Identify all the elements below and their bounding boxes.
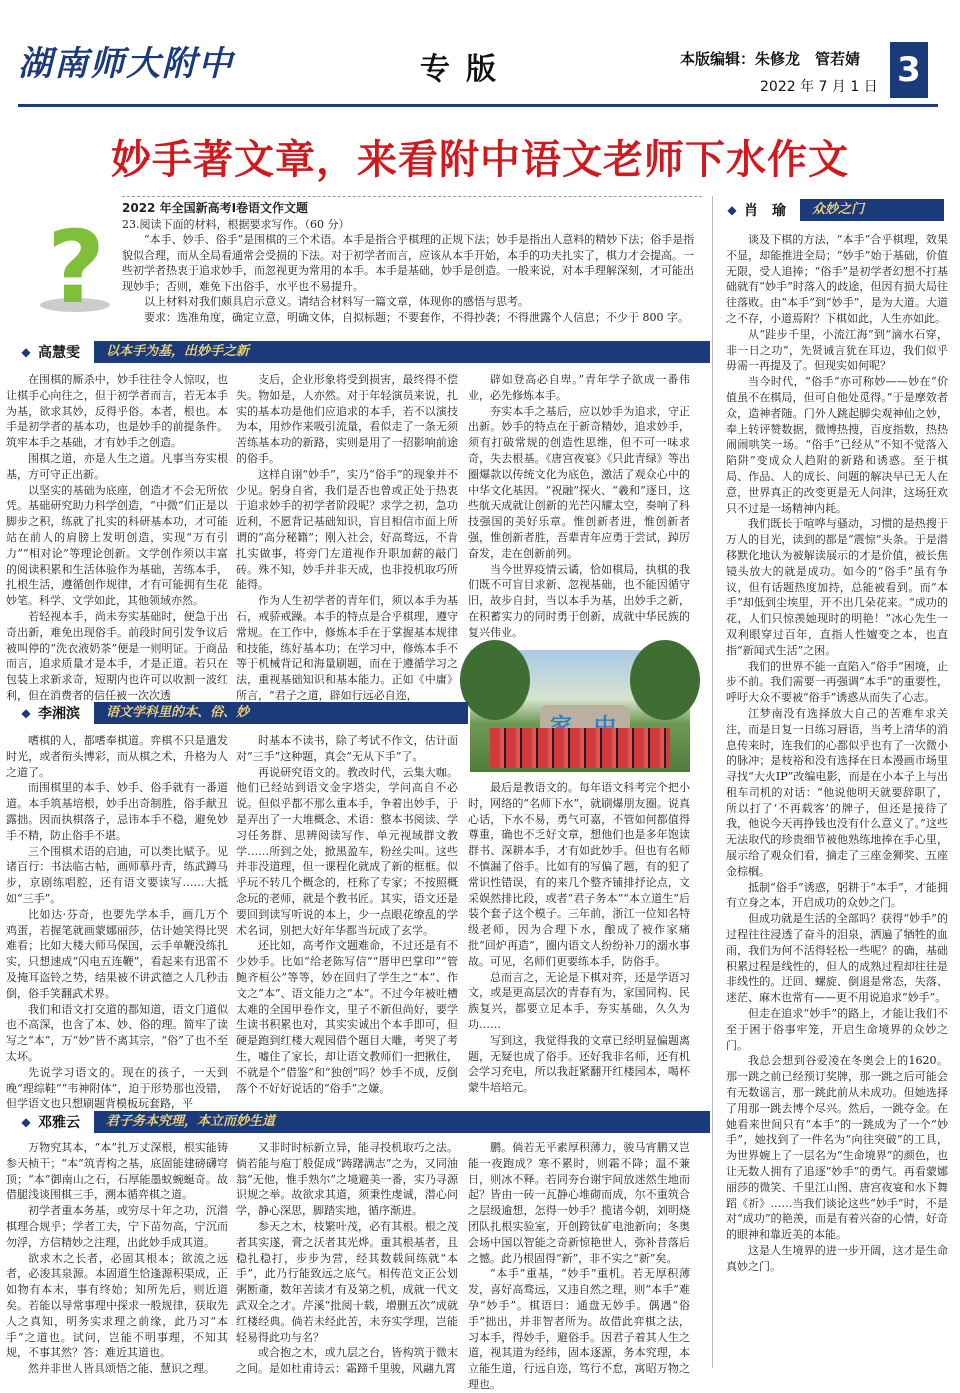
- paragraph: 最后是教语文的。每年语文科考完个把小时，网络的“名师下水”，就刷爆朋友圈。说真心话，下水不易，勇气可嘉，不管如何都值得尊重，确也不乏好文章，想他们也是多年饱读群书、深耕本手，才有如此妙手。但也有名师不慎漏了俗手。比如有的写偏了题，有的犯了常识性错误，有的来几个整齐铺排抒论点，文采娱然排比段，或者“君子务本”“本立道生”后装个套子这个模子。三年前，浙江一位知名特级老师，因为合理下水，酿成了被作家痛批“回炉再造”，圈内语文人纷纷补刀的溺水事故。可见，名师们更要练本手，防俗手。: [468, 781, 690, 968]
- paragraph: 这样自诩“妙手”，实乃“俗手”的现象并不少见。躬身自省，我们是否也曾或正处于热衷于追求妙手的初学者阶段呢？求学之初，急功近利，不愿背记基础知识，盲目相信市面上所谓的“高分秘籍”；刚入社会，好高骛远，不肯扎实做事，将旁门左道视作升职加薪的敲门砖。殊不知，妙手并非天成，也非投机取巧所能得。: [236, 467, 458, 592]
- paragraph: 初学者重本务基，或穷尽十年之功，沉潜棋理合规乎；学者工夫，宁下苗勿高，宁沉而勿浮，方信精妙之注理，出此妙手成其道。: [6, 1204, 228, 1249]
- section-header-gao-huiwen: [18, 340, 710, 364]
- question-material: “本手、妙手、俗手”是围棋的三个术语。本手是指合乎棋理的正规下法；妙手是指出人意料的精妙下法；俗手是指貌似合理，而从全局看通常会受损的下法。对于初学者而言，应该从本手开始，本手的功夫扎实了，棋力才会提高。一些初学者热衷于追求妙手，而忽视更为常用的本手。本手是基础，妙手是创造。一般来说，对本手理解深刻，才可能出现妙手；否则，难免下出俗手，水平也不易提升。: [122, 233, 695, 293]
- editor-credit: 本版编辑：朱修龙 管若婧: [680, 50, 861, 68]
- paragraph: 围棋之道，亦是人生之道。凡事当夯实根基，方可守正出新。: [6, 451, 228, 481]
- paragraph: 总而言之，无论是下棋对弈，还是学语习文，或是更高层次的青春有为，家国同构、民族复兴，都要立足本手，夯实基础，久久为功……: [468, 970, 690, 1031]
- article-title: 语文学科里的本、俗、妙: [94, 702, 468, 724]
- section-title: 专版: [420, 52, 512, 87]
- question-text: [122, 196, 702, 325]
- paragraph: 当今时代，“俗手”亦可称妙——妙在“价值虽不在棋局，但可自他处觅得。”于是摩效者众，造神者随。门外人跳起脚尖观神仙之妙，奉上转评赞数据，微博热搜，百度指数，热热闹闹哄笑一场。“俗手”已经从“不知不觉落入陷阱”变成众人趋附的新路和诱惑。至于棋局、作品、人的成长、问题的解决早已无人在意，世界真正的改变更是无人问津，这场狂欢只不过是一场精神内耗。: [726, 375, 948, 515]
- article-1-column-1: [6, 372, 228, 702]
- paragraph: 作为人生初学者的青年们，须以本手为基石，戒骄戒躁。本手的特点是合乎棋理，遵守常规。在工作中，修炼本手在于掌握基本规律和技能，练好基本功；在学习中，修炼本手不等于机械背记和海量刷题，而在于遵循学习之法，重视基础知识和基本能力。正如《中庸》所言，“君子之道，辟如行远必自迩，: [236, 594, 458, 702]
- paragraph: 比如达·芬奇，也要先学本手，画几万个鸡蛋，若握笔就画蒙娜丽莎，估计她笑得比哭难看；比如大楼大师马保国，云手单鞭没练扎实，只想速成“闪电五连鞭”，看起来有迅雷不及掩耳盗铃之势，结果被不讲武德之人几秒击倒，俗手笑翻武术界。: [6, 907, 228, 1000]
- paragraph: 这是人生境界的进一步开阔，这才是生命真妙之门。: [726, 1244, 948, 1273]
- paragraph: 谈及下棋的方法，“本手”合乎棋理，效果不显，却能推进全局；“妙手”始于基础，价值无限，受人追捧；“俗手”是初学者幻想不打基础就有“妙手”时落入的歧途，但因有损大局往往落败。由“本手”到“妙手”，是为大道。大道之不存，小道焉附？下棋如此，人生亦如此。: [726, 233, 948, 325]
- paragraph: 嗜棋的人，都嗜奉棋道。弈棋不只是遣发时光，或者衔头博彩，而从棋之术，升格为人之道了。: [6, 734, 228, 779]
- paragraph: 支后，企业形象将受到损害，最终得不偿失。物如是，人亦然。对于年轻演员来说，扎实的基本功是他们应追求的本手，若不以演技为本，用炒作来吸引流量，看似走了一条无须苦练基本功的新路，实则是用了一招影响前途的俗手。: [236, 373, 458, 465]
- paragraph: 若轻视本手，尚未夯实基础时，便急于出奇出新，难免出现俗手。前段时间引发争议后被叫停的“洗衣液奶茶”便是一则明证。于商品而言，追求质量才是本手，才是正道。若只在包装上求新求奇，短期内也许可以收割一波红利，但在消费者的信任被一次次透: [6, 609, 228, 702]
- article-4-column: [726, 232, 948, 1368]
- question-title: 2022 年全国新高考Ⅰ卷语文作文题: [122, 201, 309, 215]
- article-3-column-1: [6, 1140, 228, 1376]
- paragraph: 三个围棋术语的启迪，可以类比赋予。见诸百行：书法临古帖，画师摹丹青，练武蹲马步，京剧练唱腔，还有语文要读写……大抵如“三手”。: [6, 844, 228, 905]
- paragraph: 在围棋的厮杀中，妙手往往令人惊叹，也让棋手心向往之，但于初学者而言，若无本手为基，欲求其妙，反得乎俗。本者，根也。本手是初学者的基本功，也是妙手的前提条件。筑牢本手之基础，才有妙手之创造。: [6, 373, 228, 450]
- section-header-deng-yayun: [18, 1110, 710, 1134]
- paragraph: 我们的世界不能一直陷入“俗手”困境，止步不前。我们需要一再强调“本手”的重要性，呼吁大众不要被“俗手”诱惑从而失了心志。: [726, 659, 948, 705]
- question-instruction: 以上材料对我们颇具启示意义。请结合材料写一篇文章，体现你的感悟与思考。: [144, 295, 529, 308]
- paragraph: 还比如，高考作文题难命，不过还是有不少妙手。比如“给老陈写信”“厝甲巴掌印”“管鲍齐桓公”等等，妙在回归了学生之“本”、作文之“本”、语文能力之“本”。不过今年被吐槽太难的全国甲卷作文，里子不新但尚好，要学生读书积累也对，其实实诚出个本手即可，但硬是跑到红楼大观园借个题目大雕，考哭了考生，嘘住了家长，却让语文教师们一把揪住，不就是个“借鉴”和“独创”吗？妙手不成，反倒落个不好好说话的“俗手”之嫌。: [236, 939, 458, 1095]
- author-name: 李湘滨: [38, 706, 80, 722]
- paragraph: 欲求木之长者，必固其根本；欲流之远者，必浚其泉源。本固道生恰逢源积渠成，正如物有本末，事有终始；知所先后，则近道矣。若能以导常事理中探求一般规律，获取先人之真知，明务实求理之前缘，此乃习“本手”之道也。试问，岂能不明事理，不知其规，不事其然？答：难近其道也。: [6, 1251, 228, 1360]
- author-name: 邓雅云: [38, 1115, 80, 1131]
- column-divider: [712, 196, 713, 1368]
- paragraph: 时基本不读书，除了考试不作文，估计面对“三手”这种题，真会“无从下手”了。: [236, 734, 458, 763]
- paragraph: 然并非世人皆具颂悟之能、慧识之理。: [28, 1362, 215, 1376]
- masthead: [0, 0, 960, 104]
- paragraph: 先说学习语文的。现在的孩子，一天到晚“理综鞋”“韦神附体”，迫于形势那也没错，但学语文也只想刷题背模板玩套路，平: [6, 1065, 228, 1111]
- group-photo: [470, 650, 690, 772]
- paragraph: 以坚实的基础为底座，创造才不会无所依凭。基础研究助力科学创造，“中微”们正是以脚步之积，练就了扎实的科研基本功，才可能站在前人的肩膀上发明创造，实现“万有引力”“相对论”等理论创新。文学创作须以丰富的阅读积累和生活体验作为基础，苦练本手，扎根生活，遵循创作规律，才有可能拥有生花妙笔。科学、文学如此，其他领域亦然。: [6, 483, 228, 608]
- paragraph: 但走在追求“妙手”的路上，才能让我们不至于困于俗事牢笼，开启生命境界的众妙之门。: [726, 1007, 948, 1052]
- diamond-icon: ◆: [21, 345, 31, 359]
- issue-date: 2022 年 7 月 1 日: [760, 79, 878, 95]
- tree-shape: [460, 640, 530, 720]
- diamond-icon: ◆: [21, 706, 31, 720]
- article-1-column-2: [236, 372, 458, 702]
- paragraph: 鹏。倘若无平素厚积薄力，骏马宵鹏又岂能一夜跑成？寒不累时，则霜不降；温不兼日，则冰不释。若同夯台谢宇间放迷然生地而起？皆由一砖一瓦静心堆砌而成，尔不重筑合之层级逾想，怎得一妙手？揽诸今朝，刘明烧团队扎根实验室，开创跨钛矿电池新向；冬奥会场中国以智能之奇新惊艳世人，弥补昔落后之憾。此乃根固得“新”，非不实之“新”矣。: [468, 1141, 690, 1265]
- paragraph: 又非时时标新立异，能寻投机取巧之法。倘若能与庖丁般促成“踌躇满志”之为，又同油翁“无他，惟手熟尔”之境避美一番，实乃寻源识规之举。故欲求其道，须秉性虔诚，潜心问学，静心深思，脚踏实地，循序渐进。: [236, 1141, 458, 1218]
- article-title: 以本手为基，出妙手之新: [94, 341, 710, 363]
- exam-question-box: [30, 190, 710, 330]
- paragraph: 我总会想到谷爱凌在冬奥会上的1620。那一跳之前已经预订奖牌，那一跳之后可能会有无数谣言，那一跳此前从未成功。但她选择了用那一跳去博个尽兴。然后，一跳夺金。在她看来世间只有“本手”的一跳成为了一个“妙手”，她找到了一件名为“向往突破”的工具，为世界婉上了一层名为“生命境界”的颜色，也让无数人拥有了追逐“妙手”的勇气。再看蒙娜丽莎的微笑、千里江山图、唐宫夜宴和水下舞蹈《祈》……当我们谈论这些“妙手”时，不是对“成功”的艳羡，而是有着兴奋的心情，好奇的眼神和靠近美的本能。: [726, 1054, 948, 1242]
- paragraph: “本手”重基，“妙手”重机。若无厚积薄发，喜好高骛远，又违自然之理，则“本手”难孕“妙手”。棋语曰：通盘无妙手。偶遇“俗手”拙出，并非智者所为。故借此弈棋之法，习本手，得妙手，避俗手。因君子着其人生之道，视其道为经纬，固本逐源，务本究理，本立能生道，行远自迩，笃行不怠，寓昭万物之理也。: [468, 1267, 690, 1391]
- article-title: 众妙之门: [800, 199, 944, 221]
- newspaper-logo: 湖南师大附中: [18, 44, 234, 84]
- paragraph: 从“跬步千里，小流江海”到“滴水石穿，非一日之功”，先贤诫言犹在耳边，我们似乎毋需一再提及了。但现实如何呢？: [726, 327, 948, 373]
- paragraph: 江梦南没有选择放大自己的苦难牟求关注，而是日复一日练习唇语，当考上清华的消息传来时，连我们的心都似乎也有了一次微小的脉冲；是枝裕和没有选择在日本漫画市场里寻找“大火IP”改编电影，而是在小本子上与出租车司机的对话：“他说他明天就要辞职了，所以打了‘不再载客’的牌子，但还是接待了我，他说今天再挣钱也没有什么意义了。”这些无法取代的珍贵细节被他熟练地捧在手心里，展示给了观众们看，摘走了三座金狮奖、五座金棕榈。: [726, 706, 948, 878]
- article-1-column-3: [468, 372, 690, 642]
- paragraph: 参天之木，枝繁叶茂，必有其根。根之茂者其实遂，膏之沃者其光烨。重其根基者，且稳扎稳打，步步为营，经其数载间练就“本手”，此乃行能致远之底气。相传范文正公划粥断齑，数年苦读才有及第之机，成就一代文武双全之才。芹溪“批阅十载，增删五次”成就红楼经典。倘若未经此苦，未夯实学理，岂能轻易得此功与名？: [236, 1219, 458, 1344]
- article-2-column-3: [468, 780, 690, 1103]
- tree-shape: [630, 640, 700, 720]
- section-header-li-xiangbin: [18, 701, 468, 725]
- paragraph: 万物究其本，“本”扎万丈深根，根实能铸参天桢干；“本”筑青构之基，底固能建磅礴穹顶；“本”御南山之石，石厚能墨蚁蜿蜒奇。故借腿浅谈围棋三手，溯本循弈棋之道。: [6, 1141, 228, 1202]
- author-name: 高慧雯: [38, 345, 80, 361]
- masthead-rule: [18, 104, 938, 107]
- paragraph: 我们和语文打交道的都知道，语文门道似也不高深，也含了本、妙、俗的理。简牢了读写之“本”，万“妙”皆不离其宗，“俗”了也不至太坏。: [6, 1002, 228, 1063]
- page-number: 3: [890, 42, 928, 98]
- teachers-group: [490, 728, 670, 768]
- paragraph: 写到这，我觉得我的文章已经明显偏题离题，无疑也成了俗手。还好我非名师，还有机会学习充电，所以我赶紧翻开红楼园本，喝杯蒙牛培培元。: [468, 1033, 690, 1095]
- paragraph: 而围棋里的本手、妙手、俗手就有一番道道。本手筑基培根，妙手出奇制胜，俗手献丑露拙。因而执棋落子，忌讳本手不稳，避免妙手不精，防止俗手不堪。: [6, 781, 228, 842]
- paragraph: 夯实本手之基后，应以妙手为追求，守正出新。妙手的特点在于新奇精妙，追求妙手，须有打破常规的创造性思维，但不可一味求奇，失去根基。《唐宫夜宴》《只此青绿》等出圈爆款以传统文化为底色，激活了观众心中的中华文化基因。“祝融”探火、“羲和”逐日，这些航天成就让创新的光芒闪耀太空，奏响了科技强国的美好乐章。惟创新者进，惟创新者强，惟创新者胜，吾辈青年应勇于尝试，踔厉奋发，走在创新前列。: [468, 404, 690, 560]
- article-2-column-1: [6, 733, 228, 1111]
- paragraph: 再说研究语文的。教改时代，云集大咖。他们已经站到语文金字塔尖，学问高自不必说。但似乎都不那么重本手，争着出妙手，于是弄出了一大堆概念、术语：整本书阅读、学习任务群、思辨阅读写作、单元视域群文教学……所到之处，掀黑盈车，粉丝尖叫。这些并非没道理，但一课程化就成了新的框框。似乎玩不转几个概念的，枉称了专家；不按照概念玩的老师，就是个教书匠。其实，语文还是要回到读写听说的本上，少一点眼花缭乱的学术名词，别把大好年华都当玩成了玄学。: [236, 765, 458, 937]
- article-3-column-3: [468, 1140, 690, 1391]
- paragraph: 抵制“俗手”诱惑，躬耕于“本手”，才能拥有立身之本，开启成功的众妙之门。: [726, 880, 948, 910]
- diamond-icon: ◆: [727, 203, 737, 217]
- question-requirements: 要求：选准角度，确定立意，明确文体，自拟标题；不要套作，不得抄袭；不得泄露个人信息；不少于 800 字。: [144, 310, 689, 324]
- author-name: 肖 瑜: [744, 203, 786, 219]
- paragraph: 或合抱之木，或九层之台，皆构筑于微末之间。是如杜甫诗云：霜蹄千里骏，风翮九霄: [236, 1346, 458, 1376]
- paragraph: 我们既长于喧哗与骚动，习惯的是热搜于万人的目光，读到的都是“震惊”头条。于是潜移默化地认为被解读展示的才是价值，被长焦镜头放大的就是成功。如今的“俗手”虽有争议，但有话题热度加持，总能被看到。而“本手”却低到尘埃里，开不出几朵花来。“成功的花，人们只惊羡她现时的明艳！”冰心先生一双利眼穿过百年，直指人性嬗变之本，也直指“新闻式生活”之困。: [726, 517, 948, 657]
- question-prompt: 23.阅读下面的材料，根据要求写作。（60 分）: [122, 217, 350, 231]
- article-2-column-2: [236, 733, 458, 1103]
- question-mark-icon: ?: [46, 209, 105, 326]
- article-3-column-2: [236, 1140, 458, 1376]
- paragraph: 辟如登高必自卑。”青年学子欲成一番伟业，必先修炼本手。: [468, 373, 690, 402]
- page-headline: 妙手著文章，来看附中语文老师下水作文: [111, 137, 849, 183]
- article-title: 君子务本究理，本立而妙生道: [94, 1111, 710, 1133]
- section-header-xiao-yu: [724, 198, 944, 222]
- diamond-icon: ◆: [21, 1115, 31, 1129]
- paragraph: 当今世界疫情云谲，恰如棋局，执棋的我们既不可盲目求新、忽视基础，也不能因循守旧，故步自封，当以本手为基，出妙手之新，在积蓄实力的同时勇于创新，成就中华民族的复兴伟业。: [468, 562, 690, 639]
- paragraph: 但成功就是生活的全部吗？获得“妙手”的过程往往浸透了奋斗的泪泉，洒遍了牺牲的血雨，我们为何不活得轻松一些呢？的确，基础积累过程是线性的，但人的成熟过程却往往是非线性的。迂回、螺旋、倒退是常态，失落、迷茫、麻木也常有——更不用说追求“妙手”。: [726, 912, 948, 1005]
